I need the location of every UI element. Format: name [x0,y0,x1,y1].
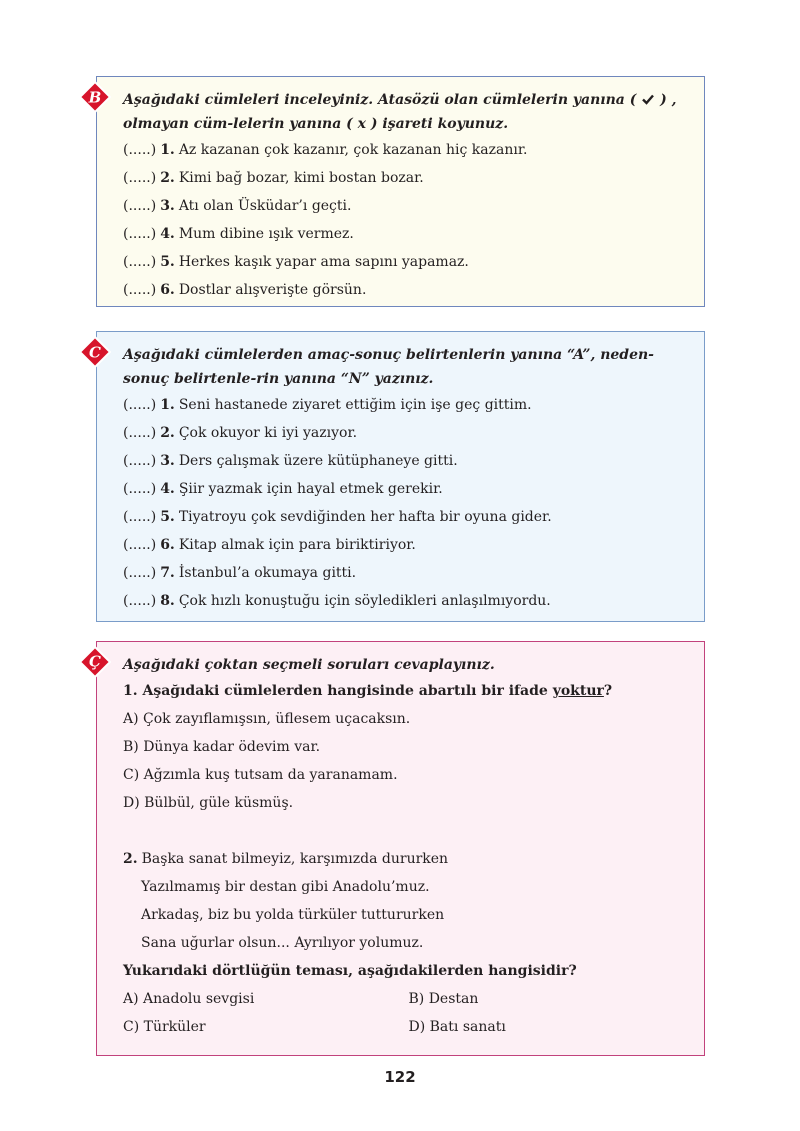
question-1-option: D) Bülbül, güle küsmüş. [123,795,294,811]
item-text: Çok okuyor ki iyi yazıyor. [178,425,358,441]
answer-blank[interactable]: (.....) [123,565,157,581]
exercise-c-list [123,391,694,615]
item-number: 3. [160,453,175,469]
exercise-b-item [123,276,694,304]
item-text: Çok hızlı konuştuğu için söyledikleri anlaşılmıyordu. [178,593,551,609]
poem-line-4: Sana uğurlar olsun... Ayrılıyor yolumuz. [141,935,424,951]
poem-line-text: Başka sanat bilmeyiz, karşımızda dururken [141,851,449,867]
item-number: 6. [160,537,175,553]
item-text: Herkes kaşık yapar ama sapını yapamaz. [178,254,469,270]
exercise-c-item [123,475,694,503]
answer-blank[interactable]: (.....) [123,226,157,242]
item-text: Kitap almak için para biriktiriyor. [178,537,416,553]
exercise-b-box [88,76,705,307]
exercise-c-item [123,559,694,587]
answer-blank[interactable]: (.....) [123,593,157,609]
badge-cc [79,646,111,678]
item-text: Tiyatroyu çok sevdiğinden her hafta bir oyuna gider. [178,509,552,525]
exercise-b-item [123,220,694,248]
answer-blank[interactable]: (.....) [123,397,157,413]
exercise-b-item [123,136,694,164]
question-2-title: Yukarıdaki dörtlüğün teması, aşağıdakilerden hangisidir? [123,963,577,979]
item-text: Atı olan Üsküdar’ı geçti. [178,198,352,214]
item-number: 8. [160,593,175,609]
exercise-c-item [123,391,694,419]
exercise-cc-instruction: Aşağıdaki çoktan seçmeli soruları cevaplayınız. [123,657,495,673]
question-2-option: D) Batı sanatı [408,1019,506,1035]
page-number: 122 [384,1068,416,1086]
question-1-keyword: yoktur [552,683,604,699]
item-text: Kimi bağ bozar, kimi bostan bozar. [178,170,424,186]
item-number: 5. [160,254,175,270]
exercise-b-item [123,248,694,276]
answer-blank[interactable]: (.....) [123,425,157,441]
item-number: 2. [160,170,175,186]
answer-blank[interactable]: (.....) [123,509,157,525]
badge-b [79,81,111,113]
answer-blank[interactable]: (.....) [123,142,157,158]
exercise-c-item [123,503,694,531]
exercise-c-instruction: Aşağıdaki cümlelerden amaç-sonuç belirtenlerin yanına “A”, neden-sonuç belirtenle-rin yanına “N” yazınız. [123,347,654,387]
question-2-option: C) Türküler [123,1019,206,1035]
exercise-c-box [89,331,705,622]
item-number: 4. [160,481,175,497]
exercise-c-item [123,447,694,475]
instruction-b-part1: Aşağıdaki cümleleri inceleyiniz. Atasözü olan cümlelerin yanına ( [123,92,637,108]
item-number: 5. [160,509,175,525]
question-1-option: B) Dünya kadar ödevim var. [123,739,321,755]
badge-c-letter: C [89,343,101,362]
instruction-b-part2: ) , olmayan cüm-lelerin yanına ( x ) işareti koyunuz. [123,92,677,132]
item-text: Seni hastanede ziyaret ettiğim için işe geç gittim. [178,397,532,413]
item-number: 7. [160,565,175,581]
item-number: 2. [160,425,175,441]
exercise-b-item [123,164,694,192]
item-number: 3. [160,198,175,214]
exercise-c-item [123,531,694,559]
answer-blank[interactable]: (.....) [123,453,157,469]
answer-blank[interactable]: (.....) [123,282,157,298]
badge-c [79,336,111,368]
question-2-options-row-2 [123,1013,694,1041]
item-text: Az kazanan çok kazanır, çok kazanan hiç kazanır. [178,142,528,158]
answer-blank[interactable]: (.....) [123,254,157,270]
poem-line-1 [123,845,694,873]
item-number: 1. [160,142,175,158]
poem-line-3: Arkadaş, biz bu yolda türküler tuttururken [141,907,445,923]
question-2-options-row-1 [123,985,694,1013]
exercise-c-item [123,419,694,447]
exercise-cc-box [89,641,705,1056]
item-number: 1. [160,397,175,413]
question-2-number: 2. [123,851,138,867]
item-text: Şiir yazmak için hayal etmek gerekir. [178,481,443,497]
exercise-b-instruction [123,88,694,136]
question-1-title-start: 1. Aşağıdaki cümlelerden hangisinde abartılı bir ifade [123,683,553,699]
answer-blank[interactable]: (.....) [123,537,157,553]
item-text: Ders çalışmak üzere kütüphaneye gitti. [178,453,458,469]
answer-blank[interactable]: (.....) [123,481,157,497]
exercise-b-list [123,136,694,304]
item-text: Dostlar alışverişte görsün. [178,282,367,298]
item-text: İstanbul’a okumaya gitti. [178,565,357,581]
question-1-title [123,677,694,705]
question-1-option: C) Ağzımla kuş tutsam da yaranamam. [123,767,398,783]
checkmark-icon [641,90,655,104]
badge-b-letter: B [88,88,102,107]
badge-cc-letter: Ç [89,652,101,671]
answer-blank[interactable]: (.....) [123,170,157,186]
poem-line-2: Yazılmamış bir destan gibi Anadolu’muz. [141,879,430,895]
question-2-option: B) Destan [408,991,479,1007]
question-1-title-end: ? [603,683,613,699]
item-number: 4. [160,226,175,242]
exercise-b-item [123,192,694,220]
item-text: Mum dibine ışık vermez. [178,226,354,242]
question-1-option: A) Çok zayıflamışsın, üflesem uçacaksın. [123,711,411,727]
item-number: 6. [160,282,175,298]
exercise-c-item [123,587,694,615]
answer-blank[interactable]: (.....) [123,198,157,214]
question-2-option: A) Anadolu sevgisi [123,991,255,1007]
